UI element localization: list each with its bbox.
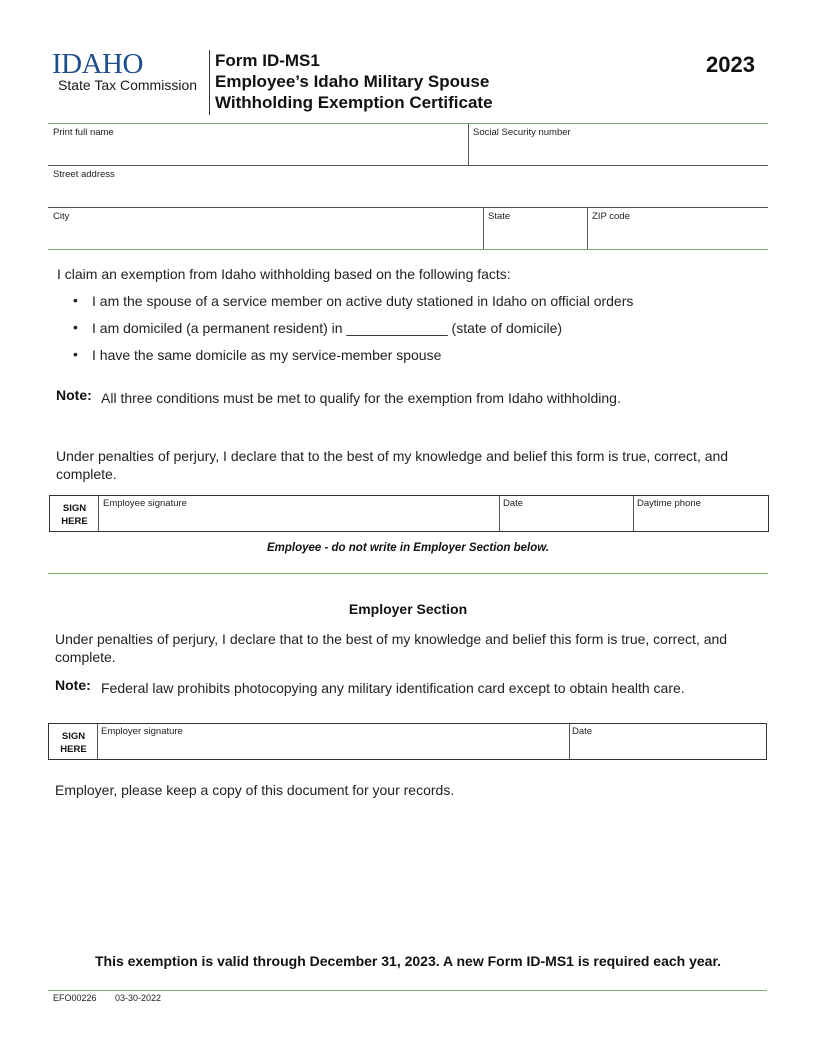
street-address-label: Street address <box>53 169 115 180</box>
full-name-field[interactable] <box>48 124 468 165</box>
city-label: City <box>53 211 70 222</box>
ssn-field[interactable] <box>469 124 768 165</box>
form-title-line1: Employee’s Idaho Military Spouse <box>215 72 490 91</box>
divider <box>48 990 767 991</box>
form-title-line2: Withholding Exemption Certificate <box>215 93 493 112</box>
sign-label: SIGN <box>62 503 87 514</box>
form-number: Form ID-MS1 <box>215 51 320 70</box>
employer-signature-field[interactable] <box>98 724 569 759</box>
employee-date-label: Date <box>503 498 524 509</box>
zip-label: ZIP code <box>592 211 630 222</box>
employer-section-heading: Employer Section <box>348 601 468 617</box>
employee-signature-label: Employee signature <box>103 498 187 509</box>
employer-signature-label: Employer signature <box>101 726 183 737</box>
note-label: Note: <box>56 387 92 403</box>
zip-field[interactable] <box>588 208 768 249</box>
ssn-label: Social Security number <box>473 127 571 138</box>
employee-date-field[interactable] <box>500 496 633 531</box>
employer-perjury-statement: Under penalties of perjury, I declare that to the best of my knowledge and belief this form is true, correct, and complete. <box>55 631 728 665</box>
agency-logo: IDAHO <box>52 48 143 80</box>
daytime-phone-label: Daytime phone <box>637 498 701 509</box>
agency-name: State Tax Commission <box>58 77 198 93</box>
claim-bullet-1: I am the spouse of a service member on active duty stationed in Idaho on official orders <box>92 293 634 309</box>
validity-statement: This exemption is valid through December 31, 2023. A new Form ID-MS1 is required each year. <box>94 953 722 969</box>
here-label: HERE <box>61 516 88 527</box>
claim-bullet-2: I am domiciled (a permanent resident) in _____________ (state of domicile) <box>92 320 563 336</box>
here-label: HERE <box>60 744 87 755</box>
employee-perjury-statement: Under penalties of perjury, I declare that to the best of my knowledge and belief this form is true, correct, and complete. <box>56 448 729 482</box>
form-title <box>215 50 493 113</box>
employee-signature-box <box>49 495 769 532</box>
divider <box>48 573 768 574</box>
claim-bullet-3: I have the same domicile as my service-member spouse <box>92 347 442 363</box>
bullet-marker: • <box>73 319 78 335</box>
form-code: EFO00226 <box>53 993 97 1003</box>
note-label: Note: <box>55 677 91 693</box>
employer-date-field[interactable] <box>570 724 766 759</box>
state-field[interactable] <box>484 208 587 249</box>
employer-date-label: Date <box>572 726 593 737</box>
note-text: All three conditions must be met to qualify for the exemption from Idaho withholding. <box>101 390 621 406</box>
revision-date: 03-30-2022 <box>115 993 162 1003</box>
bullet-marker: • <box>73 346 78 362</box>
city-field[interactable] <box>48 208 483 249</box>
bullet-marker: • <box>73 292 78 308</box>
form-year: 2023 <box>706 52 755 77</box>
sign-here-label <box>50 502 99 528</box>
divider <box>48 249 768 250</box>
employee-signature-field[interactable] <box>99 496 499 531</box>
employer-records-text: Employer, please keep a copy of this document for your records. <box>55 782 455 798</box>
claim-intro: I claim an exemption from Idaho withholding based on the following facts: <box>57 266 511 282</box>
sign-here-label <box>49 730 98 756</box>
daytime-phone-field[interactable] <box>634 496 768 531</box>
employee-warning: Employee - do not write in Employer Section below. <box>266 542 549 554</box>
employer-signature-box <box>48 723 767 760</box>
state-label: State <box>488 211 511 222</box>
full-name-label: Print full name <box>53 127 114 138</box>
employer-note-text: Federal law prohibits photocopying any military identification card except to obtain health care. <box>101 680 685 696</box>
header-divider <box>209 50 210 115</box>
street-address-field[interactable] <box>48 166 768 207</box>
sign-label: SIGN <box>61 731 86 742</box>
